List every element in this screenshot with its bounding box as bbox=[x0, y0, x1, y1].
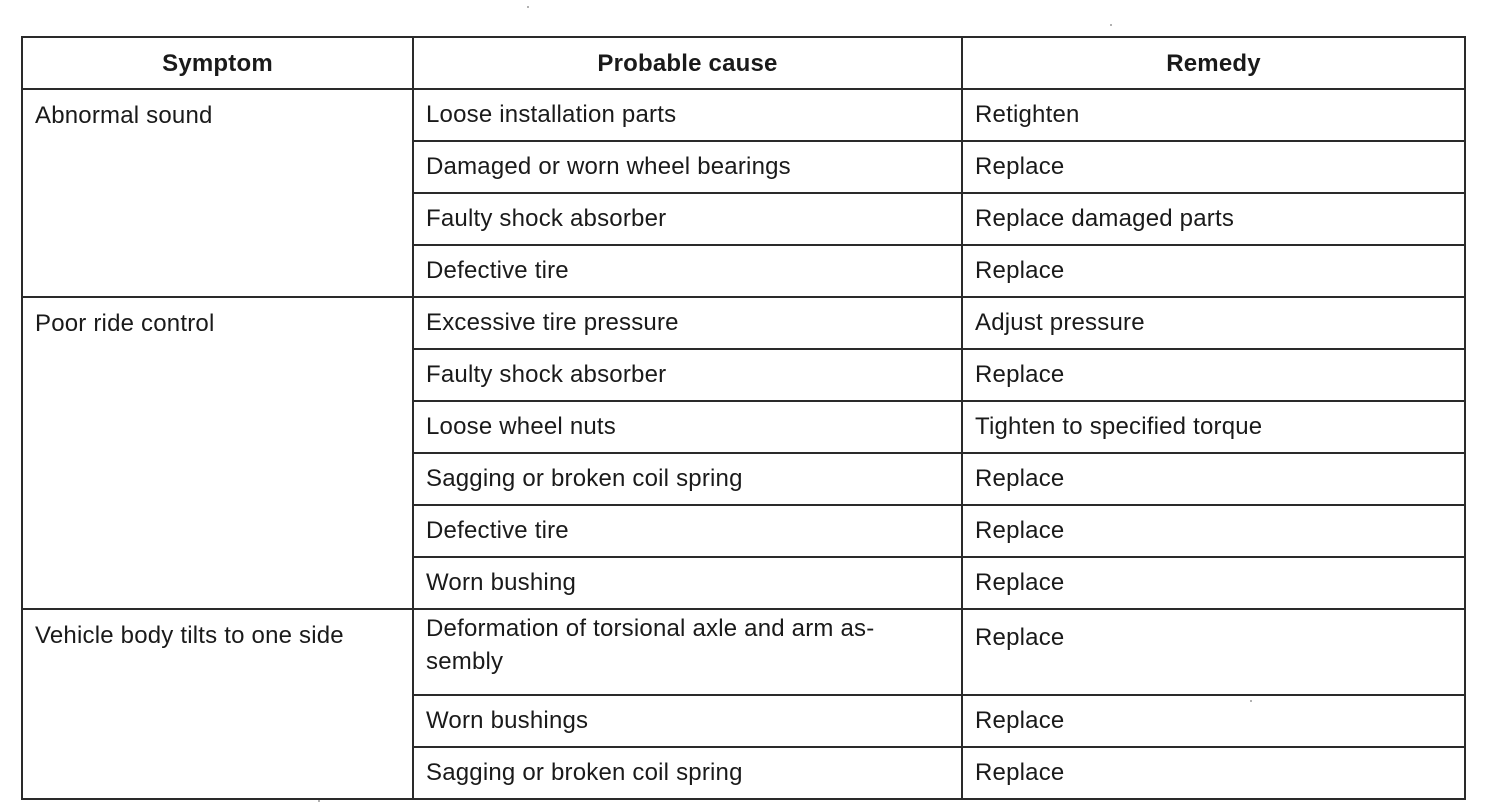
cause-cell: Faulty shock absorber bbox=[413, 349, 962, 401]
symptom-cell: Vehicle body tilts to one side bbox=[22, 609, 413, 799]
remedy-cell: Replace bbox=[962, 695, 1465, 747]
remedy-cell: Replace bbox=[962, 505, 1465, 557]
symptom-header: Symptom bbox=[22, 37, 413, 89]
remedy-cell: Tighten to specified torque bbox=[962, 401, 1465, 453]
cause-cell: Excessive tire pressure bbox=[413, 297, 962, 349]
probable-cause-header: Probable cause bbox=[413, 37, 962, 89]
scan-speck bbox=[527, 6, 529, 8]
cause-cell: Deformation of torsional axle and arm as-sembly bbox=[413, 609, 962, 695]
symptom-cell: Abnormal sound bbox=[22, 89, 413, 297]
remedy-cell: Replace bbox=[962, 349, 1465, 401]
cause-cell: Faulty shock absorber bbox=[413, 193, 962, 245]
header-row bbox=[22, 37, 1465, 89]
cause-cell: Loose wheel nuts bbox=[413, 401, 962, 453]
remedy-cell: Replace bbox=[962, 747, 1465, 799]
cause-cell: Loose installation parts bbox=[413, 89, 962, 141]
remedy-cell: Replace bbox=[962, 557, 1465, 609]
cause-cell: Defective tire bbox=[413, 505, 962, 557]
table-row bbox=[22, 89, 1465, 141]
cause-cell: Worn bushing bbox=[413, 557, 962, 609]
remedy-cell: Adjust pressure bbox=[962, 297, 1465, 349]
remedy-cell: Replace bbox=[962, 245, 1465, 297]
symptom-cell: Poor ride control bbox=[22, 297, 413, 609]
table-row bbox=[22, 609, 1465, 695]
cause-cell: Worn bushings bbox=[413, 695, 962, 747]
remedy-cell: Replace bbox=[962, 141, 1465, 193]
remedy-cell: Replace damaged parts bbox=[962, 193, 1465, 245]
remedy-cell: Replace bbox=[962, 609, 1465, 695]
scan-speck bbox=[318, 800, 320, 802]
remedy-cell: Replace bbox=[962, 453, 1465, 505]
troubleshooting-table bbox=[21, 36, 1466, 800]
remedy-cell: Retighten bbox=[962, 89, 1465, 141]
cause-cell: Damaged or worn wheel bearings bbox=[413, 141, 962, 193]
cause-cell: Sagging or broken coil spring bbox=[413, 747, 962, 799]
scan-speck bbox=[1110, 24, 1112, 26]
table-row bbox=[22, 297, 1465, 349]
cause-cell: Defective tire bbox=[413, 245, 962, 297]
remedy-header: Remedy bbox=[962, 37, 1465, 89]
cause-cell: Sagging or broken coil spring bbox=[413, 453, 962, 505]
